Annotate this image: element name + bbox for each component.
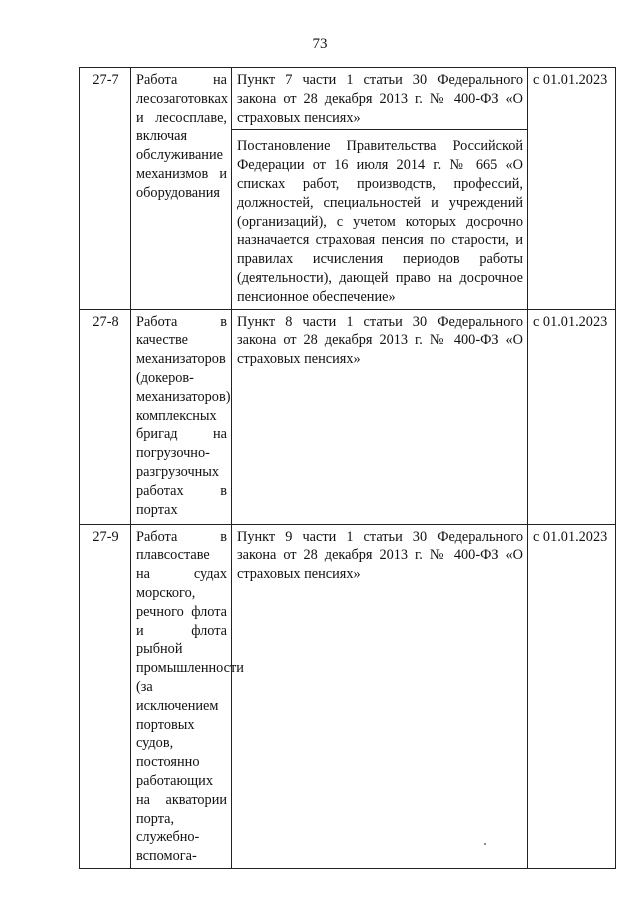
effective-date-cell: с 01.01.2023 xyxy=(528,68,616,310)
effective-date-cell: с 01.01.2023 xyxy=(528,309,616,524)
legal-basis-cell: Пункт 8 части 1 статьи 30 Федерального закона от 28 декабря 2013 г. № 400-ФЗ «О страховых пенсиях» xyxy=(232,309,528,524)
legal-basis-cell: Пункт 7 части 1 статьи 30 Федерального закона от 28 декабря 2013 г. № 400-ФЗ «О страховых пенсиях» xyxy=(232,68,528,130)
table-row xyxy=(80,524,616,868)
pension-table xyxy=(79,67,616,869)
legal-basis-cell: Постановление Правительства Российской Федерации от 16 июля 2014 г. № 665 «О списках работ, производств, профессий, должностей, специальностей и учреждений (организаций), с учетом которых досрочно назначается страховая пенсия по старости, и правилах исчисления периодов работы (деятельности), дающей право на досрочное пенсионное обеспечение» xyxy=(232,130,528,309)
table-row xyxy=(80,309,616,524)
work-type-cell xyxy=(131,68,232,310)
page-number: 73 xyxy=(312,36,328,52)
effective-date-cell: с 01.01.2023 xyxy=(528,524,616,868)
row-number: 27-9 xyxy=(80,524,131,868)
scan-dot xyxy=(484,843,486,845)
work-type-cell xyxy=(131,309,232,524)
work-type-cell xyxy=(131,524,244,868)
table-row xyxy=(80,68,616,130)
work-type-text: Работа в плавсоставе на судах морского, речного флота и флота рыбной промышленности (за исключением портовых судов, постоянно работающих на акватории порта, служебно-вспомога- xyxy=(136,528,244,865)
row-number: 27-7 xyxy=(80,68,131,310)
row-number: 27-8 xyxy=(80,309,131,524)
work-type-text: Работа на лесозаготовках и лесосплаве, включая обслуживание механизмов и оборудования xyxy=(136,72,228,201)
legal-basis-cell: Пункт 9 части 1 статьи 30 Федерального закона от 28 декабря 2013 г. № 400-ФЗ «О страховых пенсиях» xyxy=(232,524,528,868)
work-type-text: Работа в качестве механизаторов (докеров-механизаторов) комплексных бригад на погрузочно-разгрузочных работах в портах xyxy=(136,313,231,518)
